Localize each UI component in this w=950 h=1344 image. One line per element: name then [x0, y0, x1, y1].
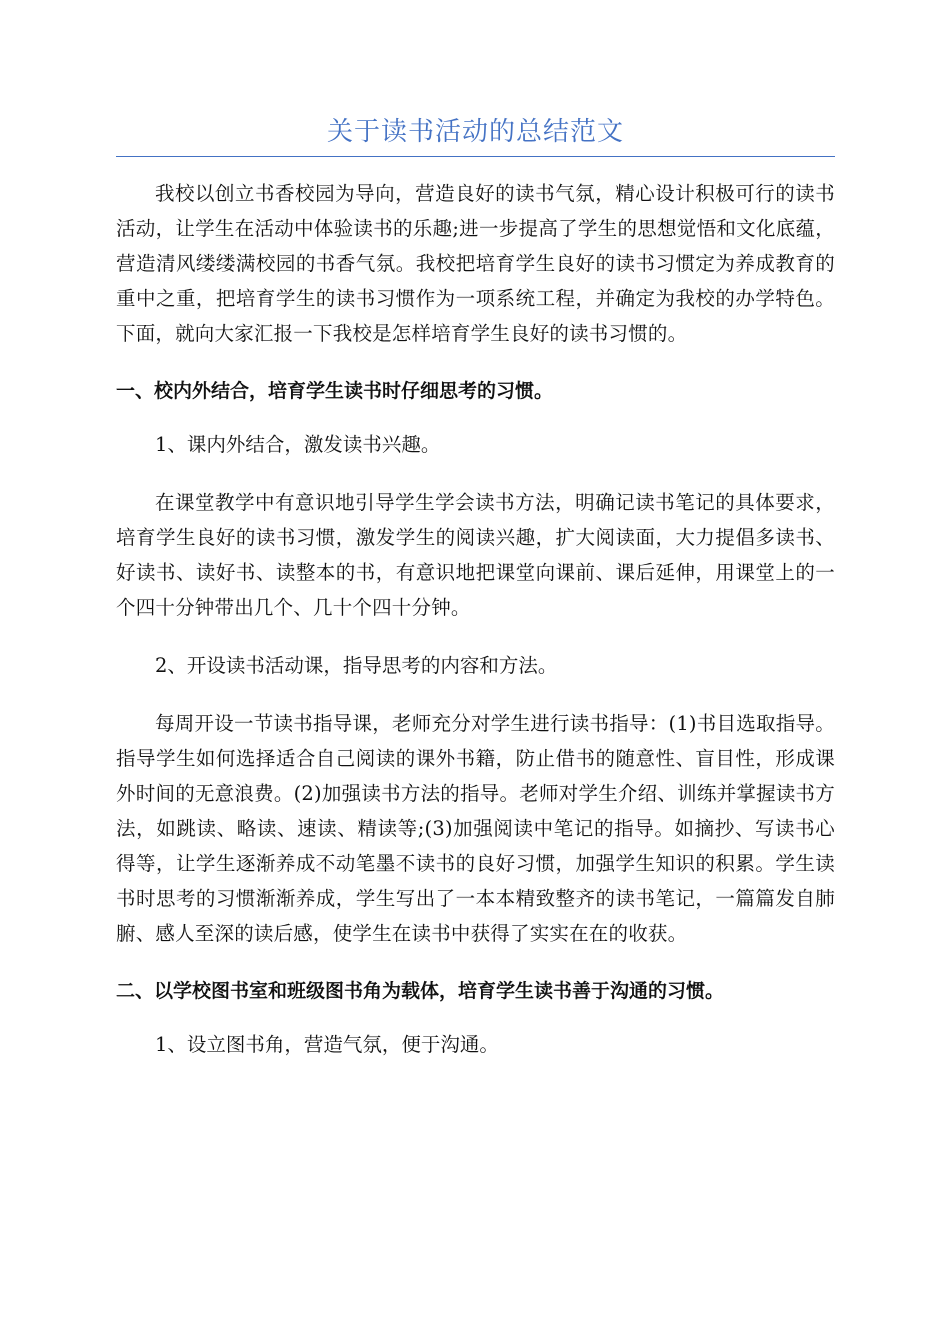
paragraph-1-2: 每周开设一节读书指导课，老师充分对学生进行读书指导：(1)书目选取指导。指导学生如何选择适合自己阅读的课外书籍，防止借书的随意性、盲目性，形成课外时间的无意浪费。(2)加强读书方法的指导。老师对学生介绍、训练并掌握读书方法，如跳读、略读、速读、精读等;(3)加强阅读中笔记的指导。如摘抄、写读书心得等，让学生逐渐养成不动笔墨不读书的良好习惯，加强学生知识的积累。学生读书时思考的习惯渐渐养成，学生写出了一本本精致整齐的读书笔记，一篇篇发自肺腑、感人至深的读后感，使学生在读书中获得了实实在在的收获。 [116, 712, 835, 945]
document-body [116, 176, 835, 1062]
subheading-1-1: 1、课内外结合，激发读书兴趣。 [155, 433, 441, 456]
intro-paragraph: 我校以创立书香校园为导向，营造良好的读书气氛，精心设计积极可行的读书活动，让学生在活动中体验读书的乐趣;进一步提高了学生的思想觉悟和文化底蕴，营造清风缕缕满校园的书香气氛。我校把培育学生良好的读书习惯定为养成教育的重中之重，把培育学生的读书习惯作为一项系统工程，并确定为我校的办学特色。下面，就向大家汇报一下我校是怎样培育学生良好的读书习惯的。 [116, 182, 835, 345]
subheading-1-2: 2、开设读书活动课，指导思考的内容和方法。 [155, 654, 558, 677]
title-block [116, 112, 835, 157]
subheading-2-1: 1、设立图书角，营造气氛，便于沟通。 [155, 1033, 499, 1056]
section-heading-1: 一、校内外结合，培育学生读书时仔细思考的习惯。 [116, 380, 554, 402]
document-title: 关于读书活动的总结范文 [326, 117, 624, 147]
paragraph-1-1: 在课堂教学中有意识地引导学生学会读书方法，明确记读书笔记的具体要求，培育学生良好的读书习惯，激发学生的阅读兴趣，扩大阅读面，大力提倡多读书、好读书、读好书、读整本的书，有意识地把课堂向课前、课后延伸，用课堂上的一个四十分钟带出几个、几十个四十分钟。 [116, 491, 835, 619]
section-heading-2: 二、以学校图书室和班级图书角为载体，培育学生读书善于沟通的习惯。 [116, 980, 725, 1002]
